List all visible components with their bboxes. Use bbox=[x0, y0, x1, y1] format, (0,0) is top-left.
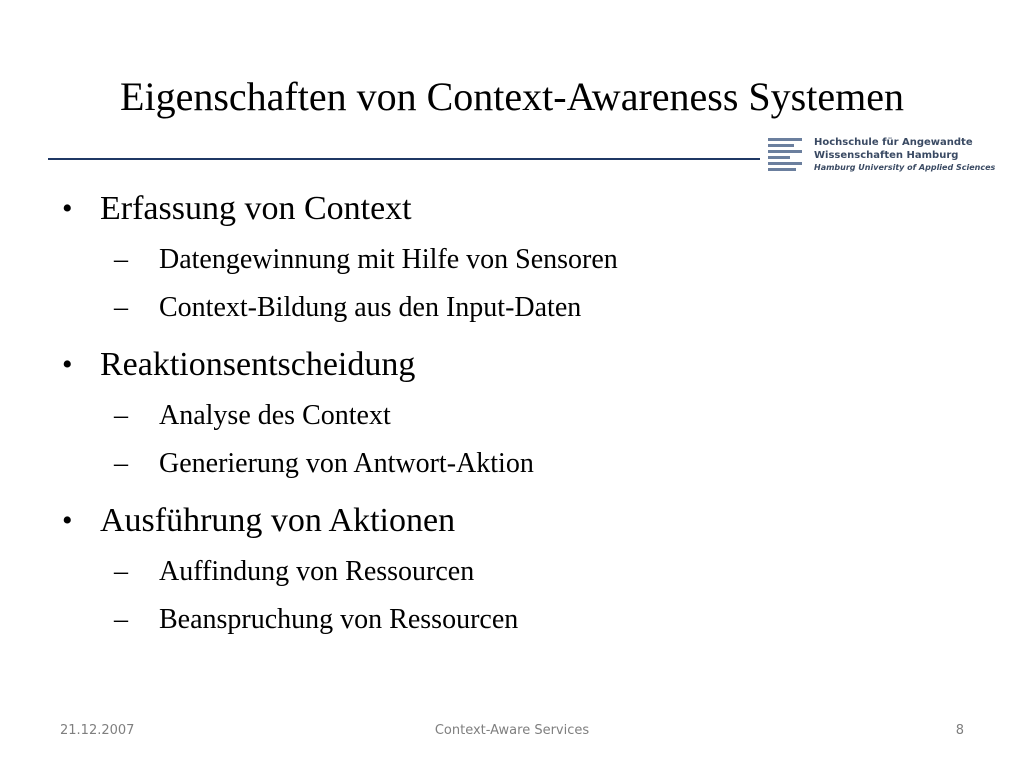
sub-item bbox=[114, 236, 960, 284]
logo-stripes-icon bbox=[768, 138, 808, 174]
bullet-list bbox=[60, 186, 960, 644]
logo-line-2: Wissenschaften Hamburg bbox=[814, 150, 959, 161]
sub-item bbox=[114, 440, 960, 488]
dash-icon: – bbox=[114, 604, 128, 635]
sub-list bbox=[100, 236, 960, 332]
footer-title: Context-Aware Services bbox=[434, 723, 590, 738]
bullet-text: Ausführung von Aktionen bbox=[100, 502, 456, 539]
dash-icon: – bbox=[114, 448, 128, 479]
sub-item-text: Auffindung von Ressourcen bbox=[159, 556, 475, 587]
bullet-item bbox=[60, 498, 960, 644]
sub-item-text: Context-Bildung aus den Input-Daten bbox=[159, 292, 582, 323]
sub-item bbox=[114, 284, 960, 332]
footer-date: 21.12.2007 bbox=[60, 723, 135, 738]
sub-item-text: Analyse des Context bbox=[159, 400, 391, 431]
sub-item bbox=[114, 596, 960, 644]
university-logo bbox=[768, 136, 996, 176]
dash-icon: – bbox=[114, 244, 128, 275]
bullet-text: Erfassung von Context bbox=[100, 190, 412, 227]
sub-item bbox=[114, 392, 960, 440]
logo-line-3: Hamburg University of Applied Sciences bbox=[814, 163, 996, 172]
bullet-dot-icon: • bbox=[62, 504, 73, 537]
sub-list bbox=[100, 392, 960, 488]
sub-item bbox=[114, 548, 960, 596]
sub-item-text: Generierung von Antwort-Aktion bbox=[159, 448, 534, 479]
logo-text bbox=[814, 136, 995, 173]
sub-item-text: Beanspruchung von Ressourcen bbox=[159, 604, 519, 635]
bullet-item bbox=[60, 342, 960, 488]
sub-item-text: Datengewinnung mit Hilfe von Sensoren bbox=[159, 244, 618, 275]
bullet-dot-icon: • bbox=[62, 192, 73, 225]
sub-list bbox=[100, 548, 960, 644]
logo-line-1: Hochschule für Angewandte bbox=[814, 137, 973, 148]
footer-page-number: 8 bbox=[955, 723, 964, 738]
dash-icon: – bbox=[114, 400, 128, 431]
bullet-text: Reaktionsentscheidung bbox=[100, 346, 416, 383]
dash-icon: – bbox=[114, 292, 128, 323]
title-underline bbox=[48, 158, 760, 160]
slide-title: Eigenschaften von Context-Awareness Systemen bbox=[120, 74, 904, 119]
bullet-item bbox=[60, 186, 960, 332]
bullet-dot-icon: • bbox=[62, 348, 73, 381]
dash-icon: – bbox=[114, 556, 128, 587]
